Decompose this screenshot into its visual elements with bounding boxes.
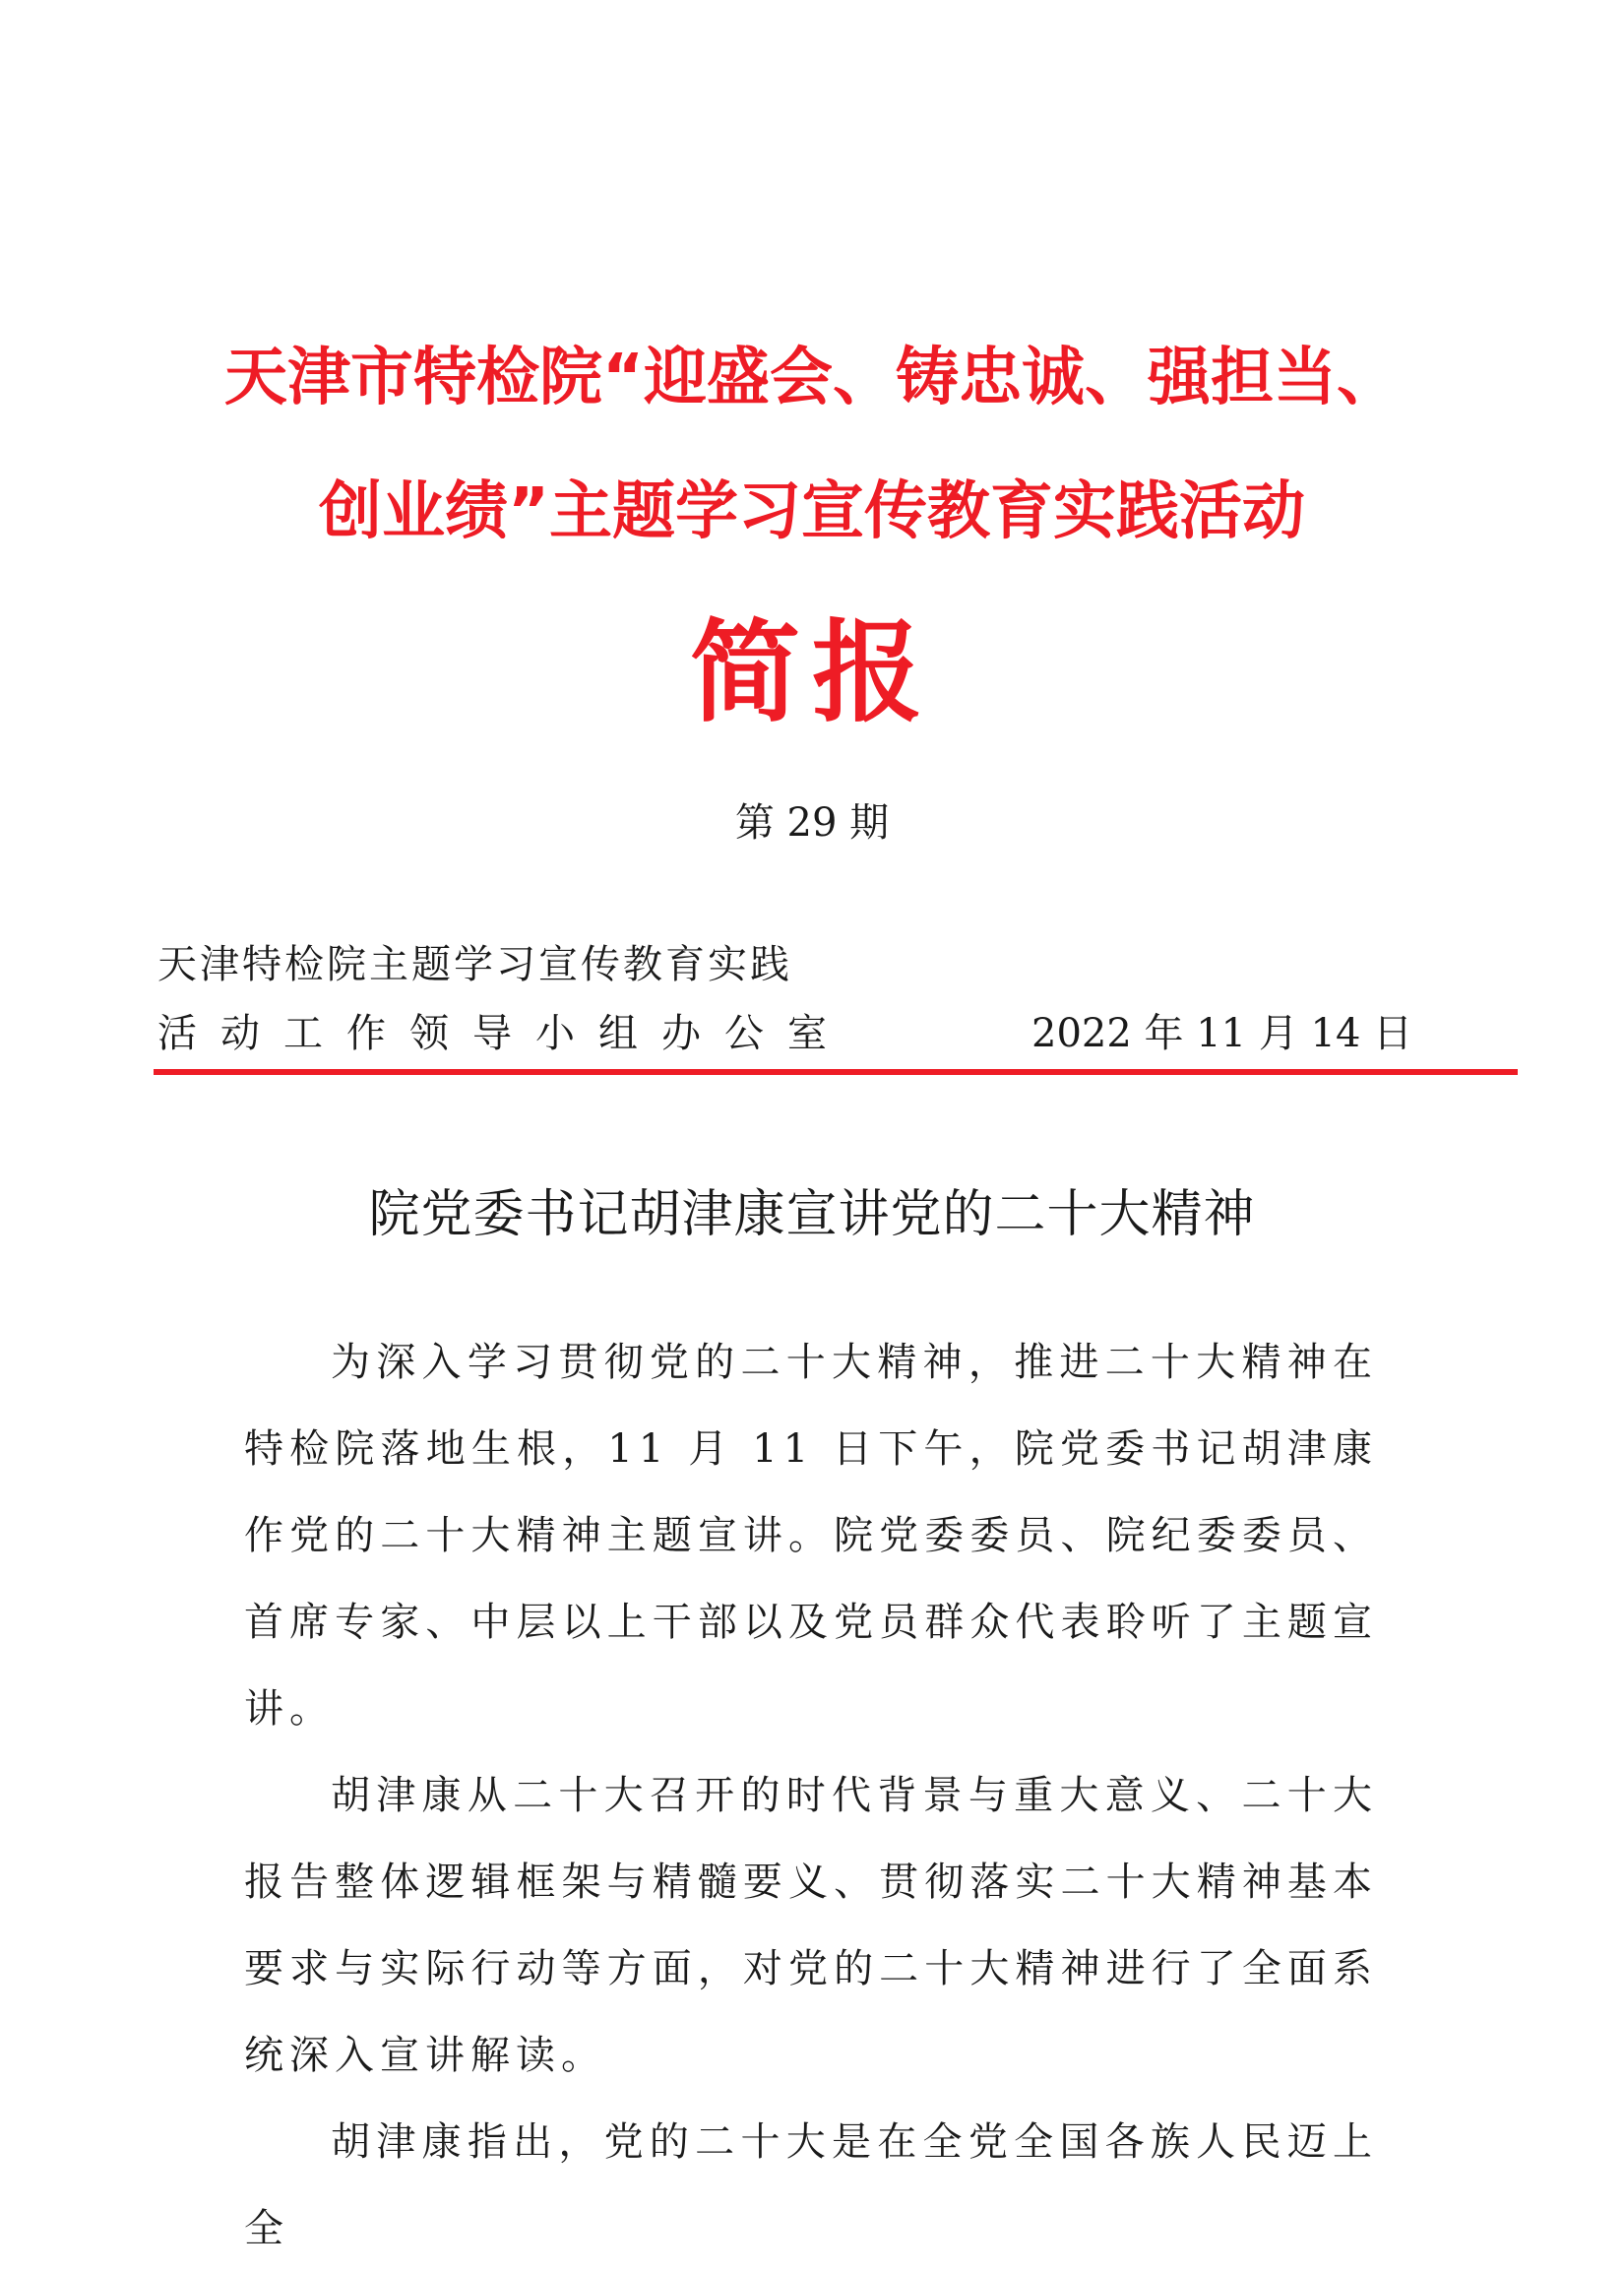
article-title: 院党委书记胡津康宣讲党的二十大精神 xyxy=(368,1185,1256,1244)
article-paragraph-2: 胡津康从二十大召开的时代背景与重大意义、二十大报告整体逻辑框架与精髓要义、贯彻落实二十大精神基本要求与实际行动等方面，对党的二十大精神进行了全面系统深入宣讲解读。 xyxy=(244,1773,1378,2078)
issue-date: 2022 年 11 月 14 日 xyxy=(1031,1011,1413,1056)
article-paragraph-3: 胡津康指出，党的二十大是在全党全国各族人民迈上全 xyxy=(244,2119,1378,2251)
issuer-line-2: 活动工作领导小组办公室 xyxy=(157,1011,850,1056)
masthead-title-line-2: 创业绩”主题学习宣传教育实践活动 xyxy=(318,475,1306,548)
article-paragraph-1: 为深入学习贯彻党的二十大精神，推进二十大精神在特检院落地生根，11 月 11 日下午，院党委书记胡津康作党的二十大精神主题宣讲。院党委委员、院纪委委员、首席专家、中层以上干部以及党员群众代表聆听了主题宣讲。 xyxy=(244,1340,1378,1732)
issue-number: 第 29 期 xyxy=(734,800,890,846)
article-body xyxy=(244,1319,1378,2272)
masthead-title-line-1: 天津市特检院“迎盛会、铸忠诚、强担当、 xyxy=(223,342,1401,414)
issuer-line-1: 天津特检院主题学习宣传教育实践 xyxy=(157,942,792,987)
brief-title: 简报 xyxy=(690,609,934,737)
red-divider-rule xyxy=(154,1069,1518,1075)
